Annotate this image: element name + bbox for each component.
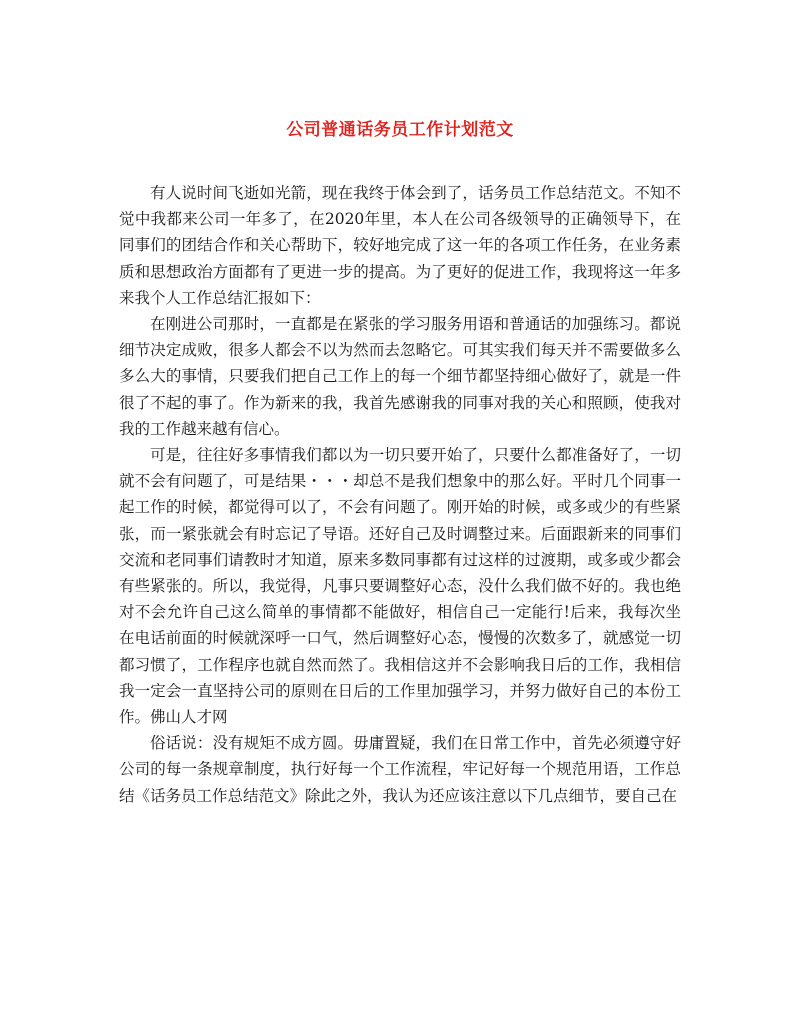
document-title: 公司普通话务员工作计划范文 <box>286 120 514 140</box>
paragraph-3: 可是，往往好多事情我们都以为一切只要开始了，只要什么都准备好了，一切就不会有问题了，可是结果・・・却总不是我们想象中的那么好。平时几个同事一起工作的时候，都觉得可以了，不会有问题了。刚开始的时候，或多或少的有些紧张，而一紧张就会有时忘记了导语。还好自己及时调整过来。后面跟新来的同事们交流和老同事们请教时才知道，原来多数同事都有过这样的过渡期，或多或少都会有些紧张的。所以，我觉得，凡事只要调整好心态，没什么我们做不好的。我也绝对不会允许自己这么简单的事情都不能做好，相信自己一定能行!后来，我每次坐在电话前面的时候就深呼一口气，然后调整好心态，慢慢的次数多了，就感觉一切都习惯了，工作程序也就自然而然了。我相信这并不会影响我日后的工作，我相信我一定会一直坚持公司的原则在日后的工作里加强学习，并努力做好自己的本份工作。佛山人才网 <box>119 446 681 727</box>
paragraph-4: 俗话说：没有规矩不成方圆。毋庸置疑，我们在日常工作中，首先必须遵守好公司的每一条规章制度，执行好每一个工作流程，牢记好每一个规范用语，工作总结《话务员工作总结范文》除此之外，我认为还应该注意以下几点细节，要自己在 <box>119 734 681 805</box>
paragraph-2: 在刚进公司那时，一直都是在紧张的学习服务用语和普通话的加强练习。都说细节决定成败，很多人都会不以为然而去忽略它。可其实我们每天并不需要做多么多么大的事情，只要我们把自己工作上的每一个细节都坚持细心做好了，就是一件很了不起的事了。作为新来的我，我首先感谢我的同事对我的关心和照顾，使我对我的工作越来越有信心。 <box>119 315 681 438</box>
document-body <box>119 180 681 809</box>
paragraph-1: 有人说时间飞逝如光箭，现在我终于体会到了，话务员工作总结范文。不知不觉中我都来公司一年多了，在2020年里，本人在公司各级领导的正确领导下，在同事们的团结合作和关心帮助下，较好地完成了这一年的各项工作任务，在业务素质和思想政治方面都有了更进一步的提高。为了更好的促进工作，我现将这一年多来我个人工作总结汇报如下： <box>119 184 681 307</box>
